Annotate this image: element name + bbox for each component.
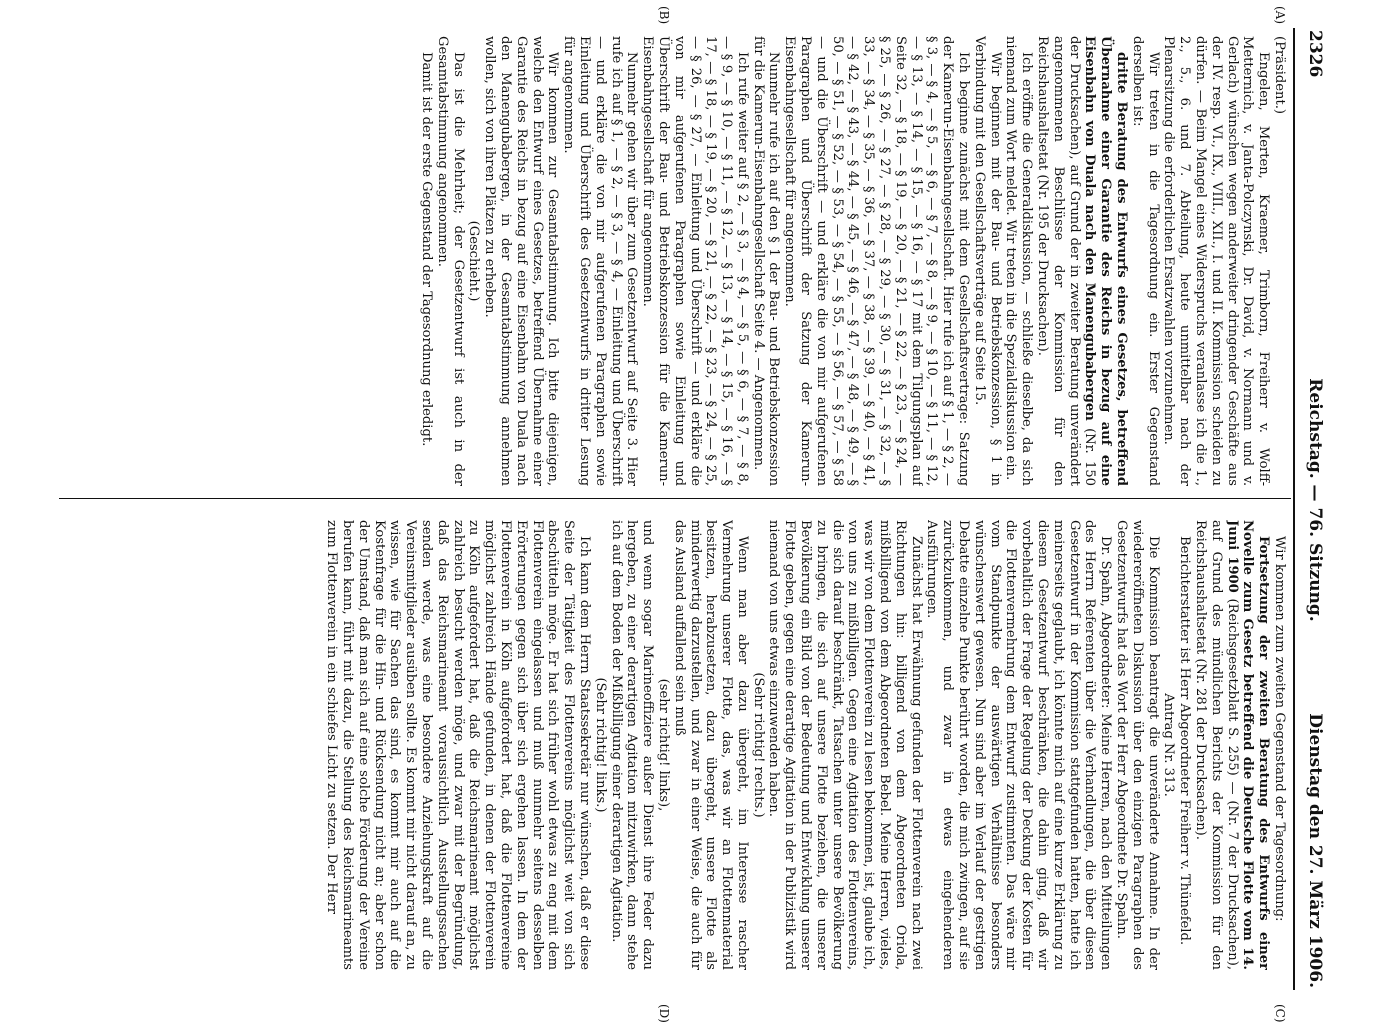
page-header-date: Dienstag den 27. März 1906.: [1305, 713, 1325, 988]
speaker-label: (Präsident.): [1272, 36, 1287, 114]
agenda-item: [1192, 520, 1271, 970]
paragraph: Wir kommen zur Gesamtabstimmung. Ich bitte diejenigen, welche den Entwurf eines Gesetzes, betreffend Übernahme einer Garantie des Reichs in bezug auf eine Eisenbahn von Duala nach den Manengubabergen, in der Gesamtabstimmung annehmen wollen, sich von ihren Plätzen zu erheben.: [482, 36, 561, 486]
paragraph: Das ist die Mehrheit; der Gesetzentwurf ist auch in der Gesamtabstimmung angenommen.: [434, 36, 466, 486]
paragraph: Berichterstatter ist Herr Abgeordneter Freiherr v. Thünefeld.: [1177, 536, 1193, 946]
speech-paragraph: Dr. Spahn, Abgeordneter: Meine Herren, nach den Mitteilungen des Herrn Referenten über die Verhandlungen, die über diesen Gesetzentwurf in der Kommission stattgefunden hatten, hatte ich meinerseits geglaubt, ich könnte mich auf eine kurze Erklärung zu diesem Gesetzentwurf beschränken, die dahin ging, daß wir vorbehaltlich der Frage der Regelung der Deckung der Kosten für die Flottenvermehrung dem Entwurf zustimmten. Das wäre mir vom Standpunkte der auswärtigen Verhältnisse besonders wünschenswert gewesen. Nun sind aber im Verlauf der gestrigen Debatte einzelne Punkte berührt worden, die mich zwingen, auf sie zurückzukommen, und zwar in etwas eingehenderen Ausführungen.: [924, 520, 1114, 970]
speech-paragraph: Zunächst hat Erwähnung gefunden der Flottenverein nach zwei Richtungen hin: billigend von dem Abgeordneten Oriola, mißbilligend von dem Abgeordneten Bebel. Meine Herren, vieles, was wir von dem Flottenverein zu lesen bekommen, ist, glaube ich, von uns zu mißbilligen. Gegen eine Agitation des Flottenvereins, die sich darauf beschränkt, Tatsachen unter unsere Bevölkerung zu bringen, die sich auf unsere Flotte beziehen, die unserer Bevölkerung ein Bild von der Bedeutung und Entwicklung unserer Flotte geben, gegen eine derartige Agitation in der Publizistik wird niemand von uns etwas einzuwenden haben.: [766, 520, 924, 970]
margin-marker-b: (B): [657, 6, 671, 25]
header-rule: [1293, 28, 1295, 990]
margin-marker-d: (D): [657, 1004, 671, 1023]
paragraph: Ich rufe weiter auf § 2, — § 3, — § 4, — § 5, — § 6, — § 7, — § 8, — § 9, — § 10, — § 11, — § 12, — § 13, — § 14, — § 15, — § 16, — § 17, — § 18, — § 19, — § 20, — § 21, — § 22, — § 23, — § 24, — § 25, — § 26, — § 27, — Einleitung und Überschrift — und erkläre die von mir aufgerufenen Paragraphen sowie Einleitung und Überschrift der Bau- und Betriebskonzession für die Kamerun-Eisenbahngesellschaft für angenommen.: [640, 36, 750, 486]
paragraph: Nunmehr rufe ich auf den § 1 der Bau- und Betriebskonzession für die Kamerun-Eisenbahngesellschaft Seite 4. — Angenommen.: [750, 36, 782, 486]
agenda-item-title: dritte Beratung des Entwurfs eines Gesetzes, betreffend Übernahme einer Garantie des Reichs in bezug auf eine Eisenbahn von Duala nach den Manengubabergen: [1082, 36, 1130, 486]
margin-marker-a: (A): [1273, 6, 1287, 25]
paragraph: Die Kommission beantragt die unveränderte Annahme. In der wiedereröffneten Diskussion über den einzigen Paragraphen des Gesetzentwurfs hat das Wort der Herr Abgeordnete Dr. Spahn.: [1114, 520, 1161, 970]
column-divider: [59, 498, 1291, 499]
agenda-item: [1034, 36, 1129, 486]
agenda-item-title: Fortsetzung der zweiten Beratung des Entwurfs einer Novelle zum Gesetz betreffend die Deutsche Flotte vom 14. Juni 1900: [1224, 520, 1272, 970]
page-header-title: Reichstag. — 76. Sitzung.: [1305, 378, 1325, 622]
agenda-item-detail: (Reichsgesetzblatt S. 255) — (Nr. 7 der Drucksachen), auf Grund des mündlichen Berichts der Kommission für den Reichshaushaltsetat (Nr. 281 der Drucksachen).: [1193, 520, 1240, 970]
margin-marker-c: (C): [1273, 1004, 1287, 1023]
paragraph: Damit ist der erste Gegenstand der Tagesordnung erledigt.: [418, 52, 434, 447]
interjection: (sehr richtig! links),: [655, 678, 671, 812]
left-column: [57, 36, 1287, 486]
motion-number: Antrag Nr. 313.: [1161, 693, 1177, 797]
paragraph: Ich eröffne die Generaldiskussion, — schließe dieselbe, da sich niemand zum Wort meldet. Wir treten in die Spezialdiskussion ein.: [1003, 36, 1035, 486]
paragraph: Wir kommen zum zweiten Gegenstand der Tagesordnung:: [1272, 536, 1287, 922]
interjection: (Geschieht.): [466, 220, 482, 302]
page-number: 2326: [1305, 30, 1325, 78]
interjection: (Sehr richtig! rechts.): [750, 672, 766, 818]
paragraph: Wir treten in die Tagesordnung ein. Erster Gegenstand derselben ist:: [1129, 36, 1161, 486]
paragraph: Wir beginnen mit der Bau- und Betriebskonzession, § 1 in Verbindung mit den Gesellschaftsverträge auf Seite 15.: [971, 36, 1003, 486]
interjection: (Sehr richtig! links.): [592, 677, 608, 813]
right-column: [57, 520, 1287, 970]
paragraph: Engelen, Merten, Kraemer, Trimborn, Freiherr v. Wolff-Metternich, v. Janta-Polczynski, Dr. David, v. Normann und v. Gerlach) wünschen wegen anderweiter dringender Geschäfte aus der IV. resp. VI., IX., VIII., XII., I. und II. Kommission scheiden zu dürfen. — Beim Mangel eines Widerspruchs veranlasse ich die 1., 2., 5., 6. und 7. Abteilung, heute unmittelbar nach der Plenarsitzung die erforderlichen Ersatzwahlen vorzunehmen.: [1161, 36, 1272, 486]
paragraph: Ich beginne zunächst mit dem Gesellschaftsvertrage: Satzung der Kamerun-Eisenbahngesellschaft. Hier rufe ich auf § 1, — § 2, — § 3, — § 4, — § 5, — § 6, — § 7, — § 8, — § 9, — § 10, — § 11, — § 12, — § 13, — § 14, — § 15, — § 16, — § 17 mit dem Tilgungsplan auf Seite 32, — § 18, — § 19, — § 20, — § 21, — § 22, — § 23, — § 24, — § 25, — § 26, — § 27, — § 28, — § 29, — § 30, — § 31, — § 32, — § 33, — § 34, — § 35, — § 36, — § 37, — § 38, — § 39, — § 40, — § 41, — § 42, — § 43, — § 44, — § 45, — § 46, — § 47, — § 48, — § 49, — § 50, — § 51, — § 52, — § 53, — § 54, — § 55, — § 56, — § 57, — § 58 — und die Überschrift — und erkläre die von mir aufgerufenen Paragraphen und Überschrift der Satzung der Kamerun-Eisenbahngesellschaft für angenommen.: [782, 36, 972, 486]
paragraph: Nunmehr gehen wir über zum Gesetzentwurf auf Seite 3. Hier rufe ich auf § 1, — § 2, — § 3, — § 4, — Einleitung und Überschrift — und erkläre die von mir aufgerufenen Paragraphen sowie Einleitung und Überschrift des Gesetzentwurfs in dritter Lesung für angenommen.: [561, 36, 640, 486]
speech-paragraph: Wenn man aber dazu übergeht, im Interesse rascher Vermehrung unserer Flotte, das, was wir an Flottenmaterial besitzen, herabzusetzen, dazu übergeht, unsere Flotte als minderwertig darzustellen, und zwar in einer Weise, die auch für das Ausland auffallend sein muß: [671, 520, 750, 970]
agenda-item-detail: (Nr. 150 der Drucksachen), auf Grund der in zweiter Beratung unverändert angenommenen Beschlüsse der Kommission für den Reichshaushaltsetat (Nr. 195 der Drucksachen).: [1035, 36, 1098, 486]
speech-paragraph: und wenn sogar Marineoffiziere außer Dienst ihre Feder dazu hergeben, zu einer derartigen Agitation mitzuwirken, dann stehe ich auf dem Boden der Mißbilligung einer derartigen Agitation.: [608, 520, 656, 970]
speech-paragraph: Ich kann dem Herrn Staatssekretär nur wünschen, daß er diese Seite der Tätigkeit des Flottenvereins möglichst weit von sich abschütteln möge. Er hat sich früher wohl etwas zu eng mit dem Flottenverein eingelassen und muß nunmehr seitens desselben Erörterungen gegen sich über sich ergehen lassen. In dem der Flottenverein in Köln aufgefordert hat, daß die Flottenvereine möglichst zahlreich Hände gefunden, in denen der Flottenverein zu Köln aufgefordert hat, daß die Reichsmarineamt möglichst zahlreich besucht werden möge, und zwar mit der Begründung, daß das Reichsmarineamt voraussichtlich Ausstellungssachen senden werde, was eine besondere Anziehungskraft auf die Vereinsmitglieder ausüben sollte. Es kommt mir nicht darauf an, zu wissen, wie für Sachen das sind, es kommt mir auch auf die Kostenfrage für die Hin- und Rücksendung nicht an; aber schon der Umstand, daß man sich auf eine solche Förderung der Vereine berufen kann, führt mit dazu, die Stellung des Reichsmarineamts zum Flottenverein in ein schiefes Licht zu setzen. Der Herr: [324, 520, 592, 970]
